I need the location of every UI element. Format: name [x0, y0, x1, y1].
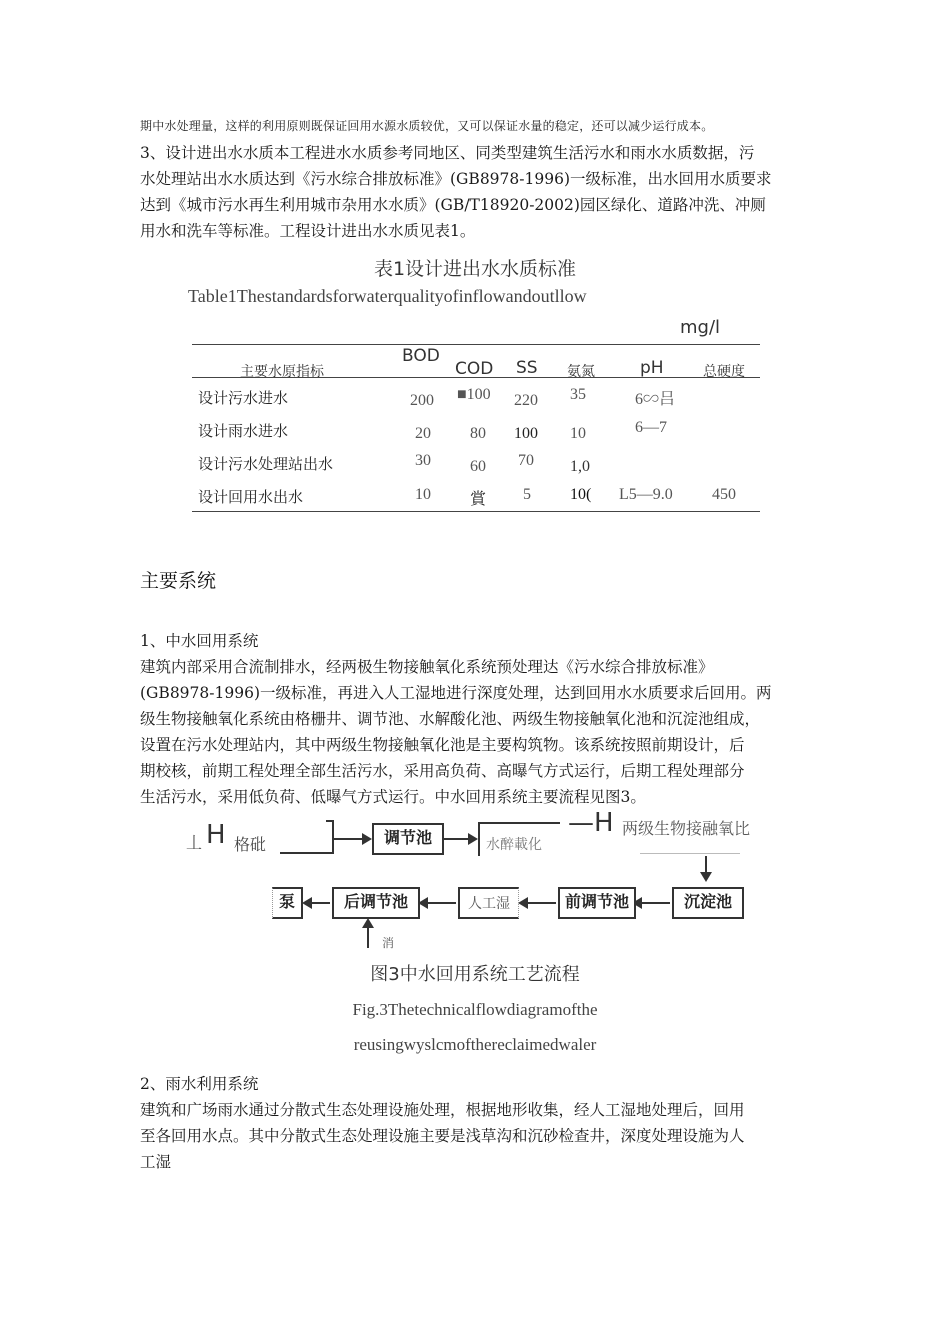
cell-bod: 20 — [415, 425, 431, 442]
cell-ammonia: 35 — [570, 386, 586, 403]
paragraph-line: 3、设计进出水水质本工程进水水质参考同地区、同类型建筑生活污水和雨水水质数据，污 — [140, 144, 755, 162]
cell-bod: 30 — [415, 452, 431, 469]
cell-ammonia: 10( — [570, 486, 592, 503]
paragraph-line: 达到《城市污水再生利用城市杂用水水质》(GB/T18920-2002)园区绿化、道路冲洗、冲厕 — [140, 196, 766, 214]
header-ss: SS — [516, 358, 538, 378]
connector-line — [326, 820, 334, 822]
section-heading: 主要系统 — [140, 570, 217, 592]
header-ammonia: 氨氮 — [567, 364, 595, 380]
cell-ph: 6∽吕 — [635, 391, 676, 408]
cell-hardness: 450 — [712, 486, 736, 503]
table-title: 表1设计进出水水质标准 — [373, 258, 577, 280]
paragraph-line: 工湿 — [140, 1153, 172, 1171]
header-hardness: 总硬度 — [703, 364, 745, 380]
reclaimed-water-section — [140, 628, 816, 810]
table-subtitle: Table1Thestandardsforwaterqualityofinflowandoutllow — [188, 286, 587, 306]
header-ph: pH — [640, 358, 664, 378]
flow-arrow-head — [700, 872, 712, 882]
node-tiaojie: 调节池 — [372, 823, 444, 855]
rainwater-section — [140, 1071, 816, 1175]
paragraph-line: 设置在污水处理站内，其中两级生物接触氧化池是主要构筑物。该系统按照前期设计，后 — [140, 736, 745, 754]
node-rengong-box — [458, 887, 519, 919]
connector-line — [280, 852, 332, 854]
figure-subtitle-1: Fig.3Thetechnicalflowdiagramofthe — [352, 1000, 598, 1019]
table-bottom-rule — [192, 511, 760, 512]
design-water-quality-paragraph — [140, 140, 816, 244]
figure-title: 图3中水回用系统工艺流程 — [370, 964, 580, 985]
paragraph-line: (GB8978-1996)一级标准，再进入人工湿地进行深度处理，达到回用水水质要求后回用。两 — [140, 684, 772, 702]
paragraph-line: 期校核，前期工程处理全部生活污水，采用高负荷、高曝气方式运行，后期工程处理部分 — [140, 762, 745, 780]
flow-arrow-head — [362, 918, 374, 928]
paragraph-line: 至各回用水点。其中分散式生态处理设施主要是浅草沟和沉砂检查井，深度处理设施为人 — [140, 1127, 745, 1145]
flow-arrow — [634, 902, 670, 904]
paragraph-line: 建筑内部采用合流制排水，经两极生物接触氧化系统预处理达《污水综合排放标准》 — [140, 658, 714, 676]
header-item: 主要水原指标 — [240, 364, 324, 380]
row-name: 设计回用水出水 — [198, 488, 304, 506]
cell-ph: L5—9.0 — [619, 486, 673, 503]
table-unit: mg/l — [680, 317, 721, 338]
node-two: 两级生物接融氧比 — [622, 819, 751, 838]
node-houtiao: 后调节池 — [332, 887, 420, 919]
subsection-title: 1、中水回用系统 — [140, 632, 259, 650]
node-rengong: 人工湿 — [468, 896, 510, 912]
paragraph-line: 级生物接触氧化系统由格栅井、调节池、水解酸化池、两级生物接触氧化池和沉淀池组成， — [140, 710, 761, 728]
cell-bod: 10 — [415, 486, 431, 503]
flow-arrow — [304, 902, 330, 904]
node-gezha-h: H — [206, 820, 226, 850]
cell-cod: 80 — [470, 425, 486, 442]
node-qiantiao: 前调节池 — [558, 887, 636, 919]
node-gezha: 格砒 — [234, 835, 267, 854]
paragraph-line: 用水和洗车等标准。工程设计进出水水质见表1。 — [140, 222, 476, 240]
paragraph-line: 水处理站出水水质达到《污水综合排放标准》(GB8978-1996)一级标准，出水回用水质要求 — [140, 170, 772, 188]
node-gezha-prefix: 丄 — [186, 833, 203, 852]
node-beng: 泵 — [272, 887, 303, 919]
table-top-rule — [192, 344, 760, 345]
node-two-h: —H — [568, 808, 614, 838]
cell-ss: 220 — [514, 392, 538, 409]
cell-bod: 200 — [410, 392, 434, 409]
cell-cod: 60 — [470, 458, 486, 475]
flow-arrow — [442, 838, 476, 840]
flow-arrow — [520, 902, 556, 904]
flow-arrow — [334, 838, 370, 840]
cell-ss: 70 — [518, 452, 534, 469]
subsection-title: 2、雨水利用系统 — [140, 1075, 259, 1093]
cell-ammonia: 1,0 — [570, 458, 590, 475]
node-shuijie-box — [478, 822, 560, 856]
cell-cod: 賞 — [470, 491, 487, 508]
header-cod: COD — [455, 359, 494, 379]
cell-ph: 6—7 — [635, 419, 667, 436]
node-shuijie: 水醉載化 — [486, 837, 542, 853]
cell-ss: 5 — [523, 486, 531, 503]
figure-subtitle-2: reusingwyslcmofthereclaimedwaler — [353, 1035, 597, 1054]
header-bod: BOD — [402, 346, 440, 366]
row-name: 设计污水处理站出水 — [198, 455, 334, 473]
row-name: 设计污水进水 — [198, 389, 289, 407]
paragraph-line: 生活污水，采用低负荷、低曝气方式运行。中水回用系统主要流程见图3。 — [140, 788, 646, 806]
node-chendian: 沉淀池 — [672, 887, 744, 919]
cell-ammonia: 10 — [570, 425, 586, 442]
cell-ss: 100 — [514, 425, 538, 442]
divider — [640, 853, 740, 854]
row-name: 设计雨水进水 — [198, 422, 289, 440]
flow-arrow — [420, 902, 456, 904]
paragraph-line: 建筑和广场雨水通过分散式生态处理设施处理，根据地形收集，经人工湿地处理后，回用 — [140, 1101, 745, 1119]
cell-cod: ■100 — [457, 386, 491, 403]
top-line: 期中水处理量，这样的利用原则既保证回用水源水质较优，又可以保证水量的稳定，还可以减少运行成本。 — [140, 119, 714, 133]
node-xiao: 消 — [382, 936, 395, 950]
